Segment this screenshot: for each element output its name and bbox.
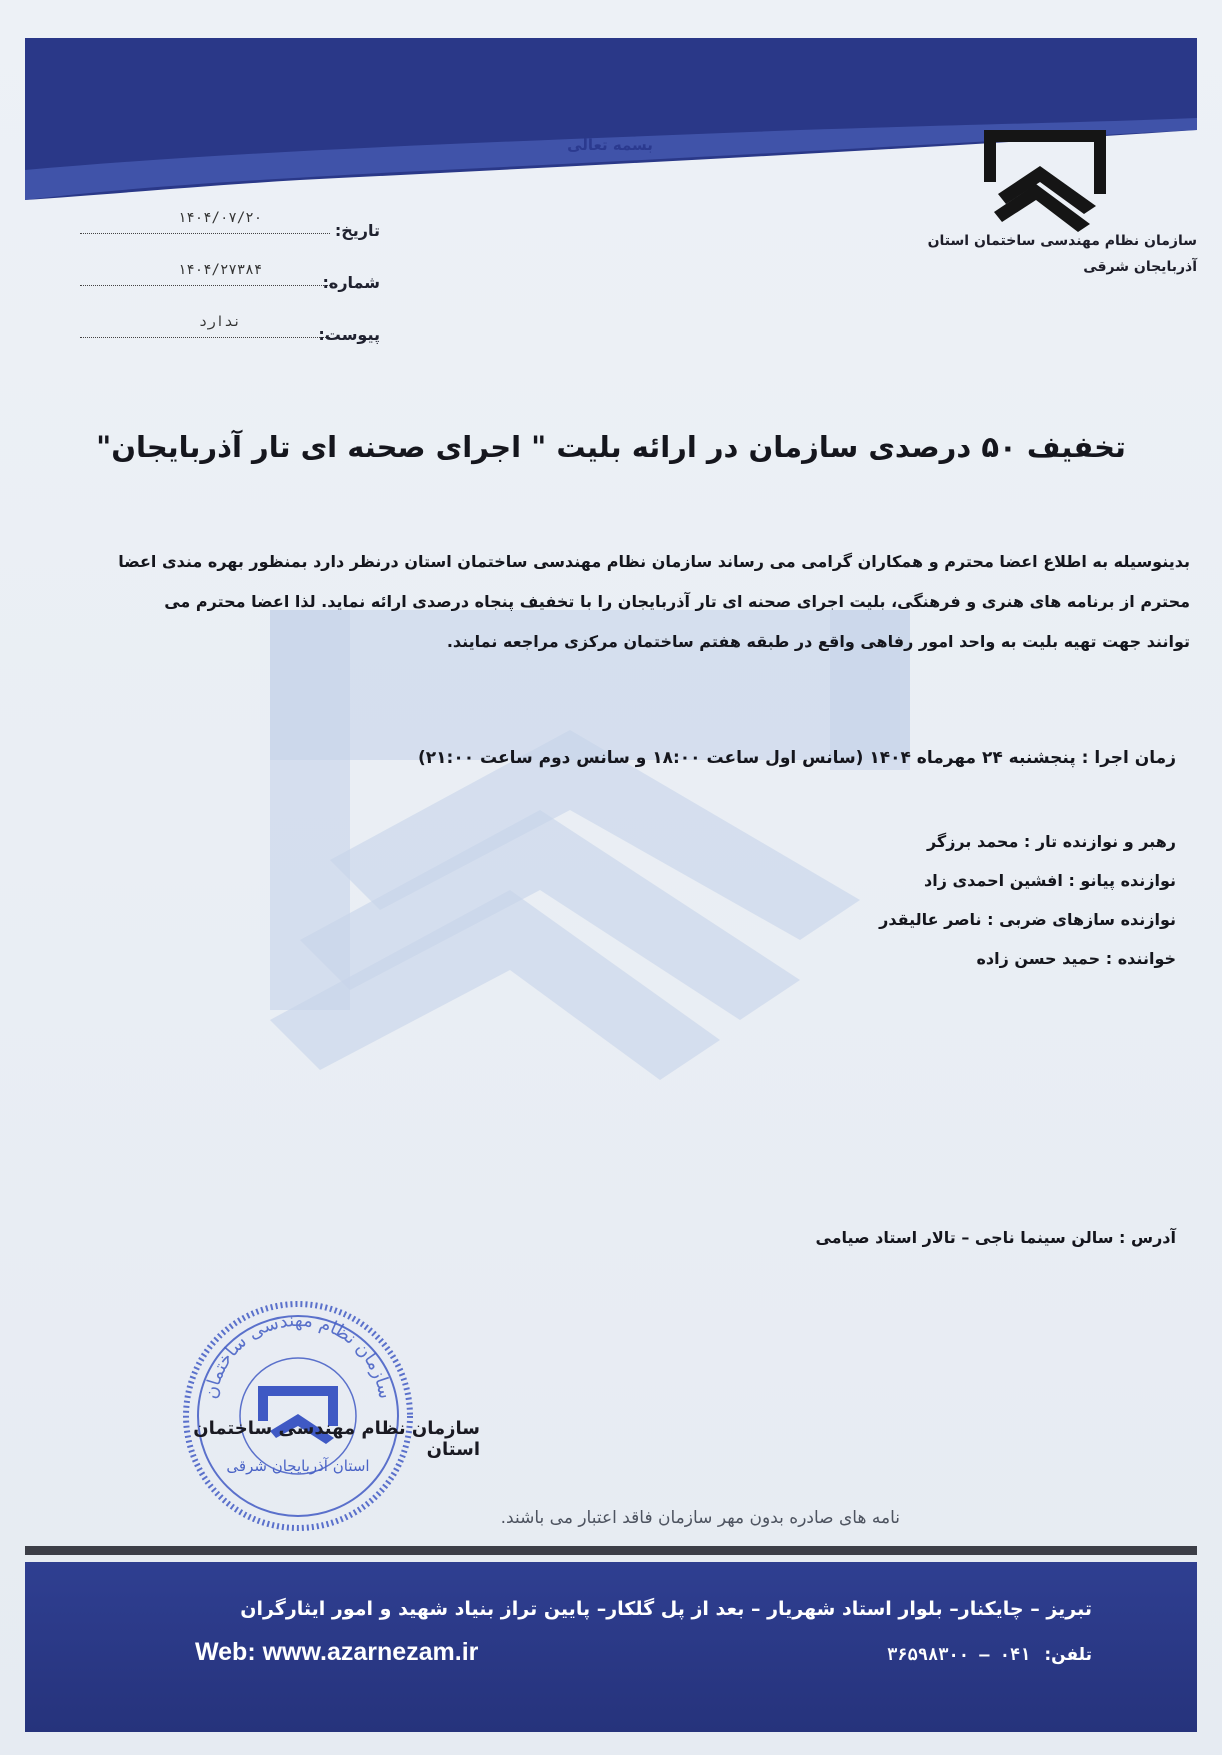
- seal-organization-text: سازمان نظام مهندسی ساختمان استان: [193, 1418, 480, 1460]
- validity-disclaimer: نامه های صادره بدون مهر سازمان فاقد اعتبار می باشند.: [500, 1508, 900, 1528]
- date-label: تاریخ:: [334, 221, 380, 240]
- date-line: [80, 233, 330, 234]
- body-line-1: بدینوسیله به اطلاع اعضا محترم و همکاران گرامی می رساند سازمان نظام مهندسی ساختمان استان درنظر دارد بمنظور بهره مندی اعضا: [118, 552, 1190, 571]
- organization-name-line1: سازمان نظام مهندسی ساختمان استان: [927, 233, 1197, 249]
- organization-name-line2: آذربایجان شرقی: [1083, 259, 1197, 275]
- date-value: ۱۴۰۴/۰۷/۲۰: [177, 210, 263, 226]
- date-row: [80, 210, 380, 240]
- seal-ring-text: سازمان نظام مهندسی ساختمان: [200, 1309, 396, 1401]
- attachment-line: [80, 337, 330, 338]
- performer-item: نوازنده پیانو : افشین احمدی زاد: [924, 871, 1176, 890]
- bismillah: بسمه تعالی: [567, 136, 653, 154]
- body-line-3: توانند جهت تهیه بلیت به واحد امور رفاهی واقع در طبقه هفتم ساختمان مرکزی مراجعه نمایند.: [446, 632, 1190, 651]
- footer-address: تبریز – چایکنار– بلوار استاد شهریار – بعد از پل گلکار– پایین تراز بنیاد شهید و امور ایثارگران: [240, 1598, 1092, 1620]
- venue-address: آدرس : سالن سینما ناجی – تالار استاد صیامی: [815, 1228, 1176, 1247]
- performers-list: [676, 822, 1176, 978]
- attachment-label: پیوست:: [318, 325, 380, 344]
- attachment-row: [80, 314, 380, 344]
- footer-divider: [25, 1546, 1197, 1555]
- letter-title: تخفیف ۵۰ درصدی سازمان در ارائه بلیت " اجرای صحنه ای تار آذربایجان": [96, 430, 1126, 464]
- seal-bottom-text: استان آذربایجان شرقی: [226, 1457, 370, 1475]
- number-value: ۱۴۰۴/۲۷۳۸۴: [177, 262, 263, 278]
- organization-name: [837, 228, 1197, 280]
- footer-phone: [672, 1645, 1092, 1665]
- number-line: [80, 285, 330, 286]
- performer-item: خواننده : حمید حسن زاده: [976, 949, 1176, 968]
- organization-logo-icon: [978, 124, 1112, 232]
- number-row: [80, 262, 380, 292]
- attachment-value: ندارد: [198, 314, 242, 330]
- official-seal-icon: [178, 1296, 418, 1536]
- performance-time: زمان اجرا : پنجشنبه ۲۴ مهرماه ۱۴۰۴ (سانس اول ساعت ۱۸:۰۰ و سانس دوم ساعت ۲۱:۰۰): [418, 748, 1176, 768]
- phone-number: ۰۴۱ – ۳۶۵۹۸۳۰۰: [887, 1645, 1031, 1665]
- performer-item: نوازنده سازهای ضربی : ناصر عالیقدر: [879, 910, 1176, 929]
- footer-website-link[interactable]: Web: www.azarnezam.ir: [195, 1638, 479, 1666]
- phone-label: تلفن:: [1044, 1645, 1092, 1665]
- number-label: شماره:: [322, 273, 380, 292]
- letter-body: [40, 542, 1190, 662]
- body-line-2: محترم از برنامه های هنری و فرهنگی، بلیت اجرای صحنه ای تار آذربایجان را با تخفیف پنجاه درصدی ارائه نماید. لذا اعضا محترم می: [164, 592, 1190, 611]
- performer-item: رهبر و نوازنده تار : محمد برزگر: [926, 832, 1176, 851]
